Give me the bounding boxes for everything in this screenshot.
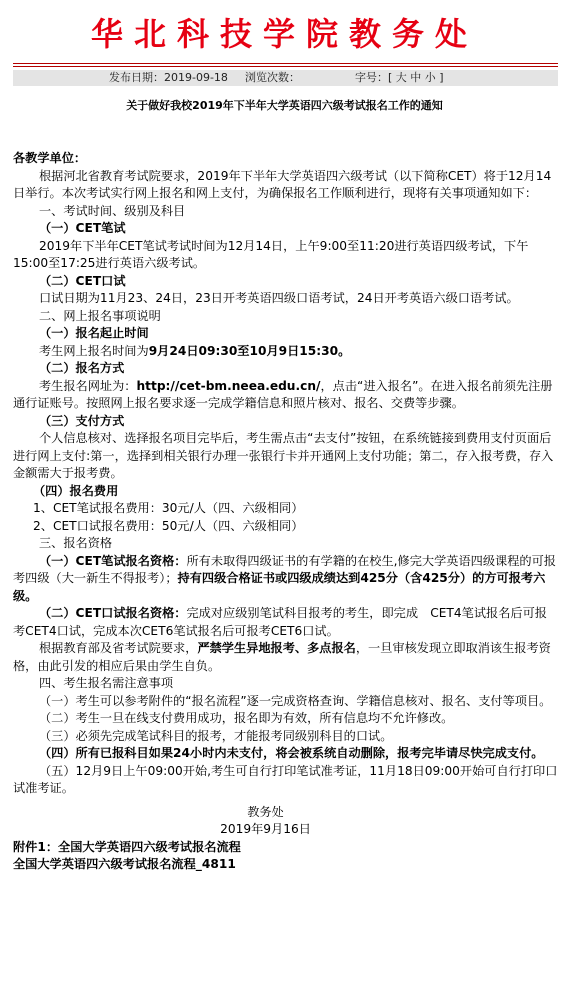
salutation: 各教学单位： — [13, 151, 87, 165]
paragraph-written-eligibility: （一）CET笔试报名资格：所有未取得四级证书的有学籍的在校生,修完大学英语四级课程的可报考四级（大一新生不得报考）；持有四级合格证书或四级成绩达到425分（含425分）的方可报考六级。 — [13, 553, 556, 603]
paragraph-written-time: 2019年下半年CET笔试考试时间为12月14日，上午9:00至11:20进行英语四级考试，下午15:00至17:25进行英语六级考试。 — [13, 238, 529, 270]
section-heading-4: 四、考生报名需注意事项 — [39, 676, 174, 690]
article-body — [13, 150, 558, 874]
site-title: 华北科技学院教务处 — [90, 15, 478, 53]
attachment-file-link[interactable]: 全国大学英语四六级考试报名流程_4811 — [13, 857, 236, 871]
paragraph-oral-eligibility: （二）CET口试报名资格：完成对应级别笔试科目报考的考生，即完成 CET4笔试报名后可报考CET4口试，完成本次CET6笔试报名后可报考CET6口试。 — [13, 606, 547, 638]
registration-period-value: 9月24日09:30至10月9日15:30。 — [148, 343, 351, 358]
paragraph-oral-time: 口试日期为11月23、24日，23日开考英语四级口语考试，24日开考英语六级口语考试。 — [39, 291, 519, 305]
meta-bar — [13, 70, 558, 86]
note-2: （二）考生一旦在线支付费用成功，报名即为有效，所有信息均不允许修改。 — [39, 711, 454, 725]
signature-date: 2019年9月16日 — [220, 822, 311, 836]
fee-written: 1、CET笔试报名费用：30元/人（四、六级相同） — [33, 501, 304, 515]
note-3: （三）必须先完成笔试科目的报考，才能报考同级别科目的口试。 — [39, 728, 393, 743]
paragraph-policy: 根据教育部及省考试院要求，严禁学生异地报考、多点报名，一旦审核发现立即取消该生报考资格，由此引发的相应后果由学生自负。 — [13, 641, 551, 673]
article-title: 关于做好我校2019年下半年大学英语四六级考试报名工作的通知 — [126, 99, 443, 112]
paragraph-intro: 根据河北省教育考试院要求，2019年下半年大学英语四六级考试（以下简称CET）将于12月14日举行。本次考试实行网上报名和网上支付，为确保报名工作顺利进行，现将有关事项通知如下： — [13, 168, 552, 200]
subheading-payment: （三）支付方式 — [39, 413, 125, 428]
subheading-registration-period: （一）报名起止时间 — [39, 326, 149, 340]
publish-date: 发布日期：2019-09-18 — [109, 71, 228, 84]
note-1: （一）考生可以参考附件的“报名流程”逐一完成资格查询、学籍信息核对、报名、支付等项目。 — [39, 693, 552, 708]
section-heading-1: 一、考试时间、级别及科目 — [39, 203, 186, 218]
section-heading-2: 二、网上报名事项说明 — [39, 308, 161, 323]
subheading-cet-oral: （二）CET口试 — [39, 273, 126, 288]
font-size-switcher[interactable]: 字号：[ 大 中 小 ] — [355, 71, 444, 84]
subheading-cet-written: （一）CET笔试 — [39, 221, 126, 235]
signature: 教务处 — [247, 804, 284, 819]
registration-url-link[interactable]: http://cet-bm.neea.edu.cn/ — [136, 378, 321, 393]
paragraph-registration-period: 考生网上报名时间为9月24日09:30至10月9日15:30。 — [39, 343, 351, 358]
section-heading-3: 三、报名资格 — [39, 536, 113, 550]
note-5: （五）12月9日上午09:00开始,考生可自行打印笔试准考证，11月18日09:00开始可自行打印口试准考证。 — [13, 763, 558, 795]
paragraph-registration-method: 考生报名网址为：http://cet-bm.neea.edu.cn/，点击“进入报名”。在进入报名前须先注册通行证账号。按照网上报名要求逐一完成学籍信息和照片核对、报名、交费等步骤。 — [13, 378, 553, 410]
paragraph-payment: 个人信息核对、选择报名项目完毕后，考生需点击“去支付”按钮，在系统链接到费用支付页面后进行网上支付:第一，选择到相关银行办理一张银行卡并开通网上支付功能；第二，存入报考费，存入金额需大于报考费。 — [13, 431, 554, 480]
attachment-label: 附件1：全国大学英语四六级考试报名流程 — [13, 839, 241, 854]
fee-oral: 2、CET口试报名费用：50元/人（四、六级相同） — [33, 518, 304, 533]
header-rule-2 — [13, 66, 558, 67]
subheading-fees: （四）报名费用 — [33, 483, 119, 498]
view-count: 浏览次数： — [245, 71, 300, 84]
site-header — [0, 0, 569, 70]
subheading-registration-method: （二）报名方式 — [39, 361, 125, 375]
note-4: （四）所有已报科目如果24小时内未支付，将会被系统自动删除，报考完毕请尽快完成支付。 — [39, 746, 544, 760]
header-rule — [13, 63, 558, 64]
